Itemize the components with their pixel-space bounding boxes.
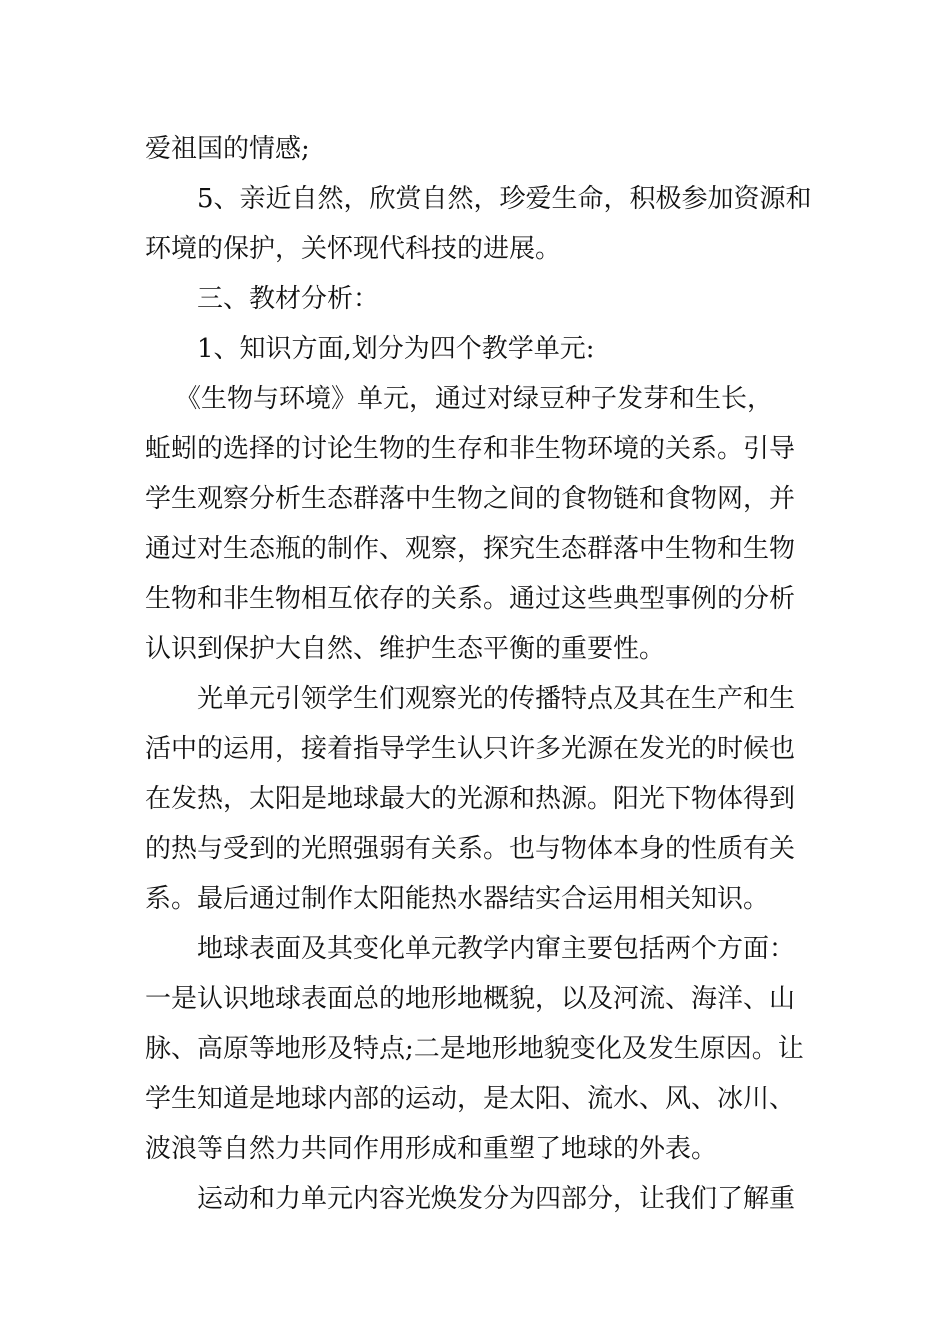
document-body	[145, 124, 812, 1224]
text-line: 通过对生态瓶的制作、观察，探究生态群落中生物和生物	[145, 534, 796, 564]
text-line: 《生物与环境》单元，通过对绿豆种子发芽和生长，	[175, 384, 774, 414]
text-line: 5、亲近自然，欣赏自然，珍爱生命，积极参加资源和	[197, 184, 812, 214]
text-line: 认识到保护大自然、维护生态平衡的重要性。	[145, 634, 666, 664]
text-line: 生物和非生物相互依存的关系。通过这些典型事例的分析	[145, 584, 796, 614]
text-line: 环境的保护，关怀现代科技的进展。	[145, 234, 562, 264]
text-line: 光单元引领学生们观察光的传播特点及其在生产和生	[197, 684, 796, 714]
subsection-heading: 1、知识方面,划分为四个教学单元:	[197, 334, 595, 364]
text-line: 学生知道是地球内部的运动，是太阳、流水、风、冰川、	[145, 1084, 796, 1114]
text-line: 脉、高原等地形及特点;二是地形地貌变化及发生原因。让	[145, 1034, 804, 1064]
text-line: 一是认识地球表面总的地形地概貌，以及河流、海洋、山	[145, 984, 796, 1014]
text-line: 蚯蚓的选择的讨论生物的生存和非生物环境的关系。引导	[145, 434, 796, 464]
text-line: 系。最后通过制作太阳能热水器结实合运用相关知识。	[145, 884, 770, 914]
text-line: 波浪等自然力共同作用形成和重塑了地球的外表。	[145, 1134, 718, 1164]
text-line: 在发热，太阳是地球最大的光源和热源。阳光下物体得到	[145, 784, 796, 814]
section-heading: 三、教材分析：	[197, 284, 380, 314]
text-line: 活中的运用，接着指导学生认只许多光源在发光的时候也	[145, 734, 796, 764]
text-line: 运动和力单元内容光焕发分为四部分，让我们了解重	[197, 1184, 796, 1214]
text-line: 地球表面及其变化单元教学内窜主要包括两个方面：	[197, 934, 796, 964]
text-line: 爱祖国的情感;	[145, 134, 310, 164]
text-line: 学生观察分析生态群落中生物之间的食物链和食物网，并	[145, 484, 796, 514]
text-line: 的热与受到的光照强弱有关系。也与物体本身的性质有关	[145, 834, 796, 864]
